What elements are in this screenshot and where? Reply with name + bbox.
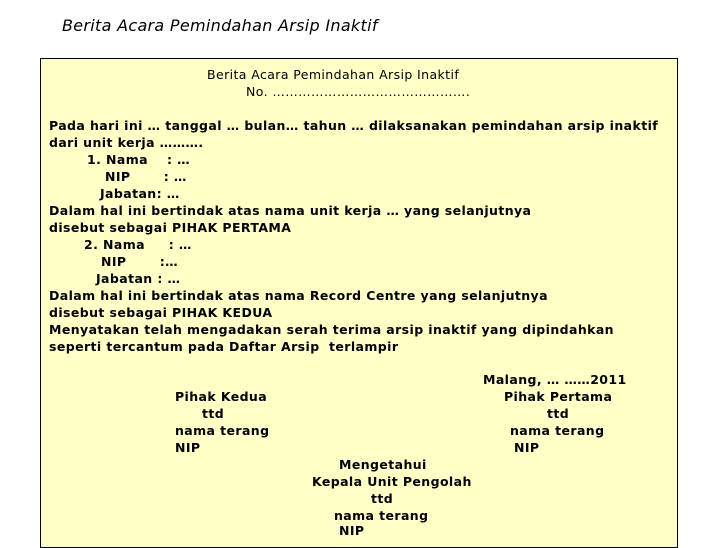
- signature-right-nip: NIP: [514, 440, 540, 455]
- body-line-11: Dalam hal ini bertindak atas nama Record Centre yang selanjutnya: [49, 288, 548, 303]
- body-line-3: 1. Nama : …: [87, 152, 191, 167]
- body-line-10: Jabatan : …: [96, 271, 181, 286]
- signature-left-nip: NIP: [175, 440, 201, 455]
- slide-title: Berita Acara Pemindahan Arsip Inaktif: [62, 16, 378, 35]
- signature-center-title: Kepala Unit Pengolah: [312, 474, 472, 489]
- signature-left-title: Pihak Kedua: [175, 389, 268, 404]
- body-line-12: disebut sebagai PIHAK KEDUA: [49, 305, 273, 320]
- signature-center-name: nama terang: [334, 508, 429, 523]
- signature-center-ttd: ttd: [371, 491, 394, 506]
- body-line-4: NIP : …: [105, 169, 187, 184]
- signature-left-ttd: ttd: [202, 406, 225, 421]
- signature-right-title: Pihak Pertama: [504, 389, 613, 404]
- body-line-5: Jabatan: …: [100, 186, 180, 201]
- signature-center-label: Mengetahui: [339, 457, 427, 472]
- place-date: Malang, … ……2011: [483, 372, 627, 387]
- document-number: No. ……………………………………….: [246, 84, 471, 99]
- signature-center-nip: NIP: [339, 523, 365, 538]
- body-line-14: seperti tercantum pada Daftar Arsip terlampir: [49, 339, 399, 354]
- body-line-8: 2. Nama : …: [84, 237, 192, 252]
- document-heading: Berita Acara Pemindahan Arsip Inaktif: [207, 67, 460, 82]
- body-line-13: Menyatakan telah mengadakan serah terima arsip inaktif yang dipindahkan: [49, 322, 614, 337]
- signature-left-name: nama terang: [175, 423, 270, 438]
- signature-right-name: nama terang: [510, 423, 605, 438]
- body-line-6: Dalam hal ini bertindak atas nama unit kerja … yang selanjutnya: [49, 203, 532, 218]
- signature-right-ttd: ttd: [547, 406, 570, 421]
- body-line-1: Pada hari ini … tanggal … bulan… tahun … dilaksanakan pemindahan arsip inaktif: [49, 118, 659, 133]
- body-line-9: NIP :…: [101, 254, 179, 269]
- body-line-2: dari unit kerja ……….: [49, 135, 204, 150]
- body-line-7: disebut sebagai PIHAK PERTAMA: [49, 220, 292, 235]
